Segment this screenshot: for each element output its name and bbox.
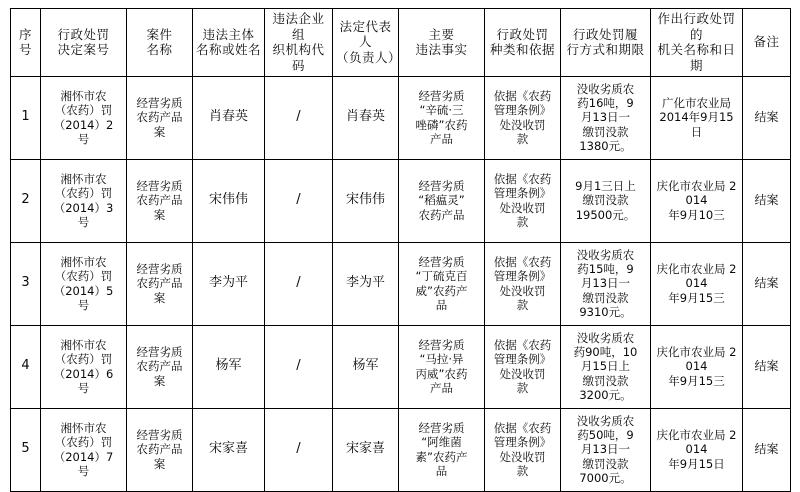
table-header bbox=[11, 9, 791, 77]
cell-line: / bbox=[296, 192, 301, 208]
cell-line: 管理条例》 bbox=[493, 103, 552, 118]
column-header-line: 种类和依据 bbox=[489, 42, 555, 58]
cell-legal_rep bbox=[333, 76, 399, 159]
cell-line: “丁硫克百 bbox=[415, 269, 468, 284]
cell-line: / bbox=[296, 275, 301, 291]
column-header-penalty_measure bbox=[561, 9, 651, 77]
cell-case_name bbox=[127, 76, 193, 159]
cell-org_code bbox=[265, 76, 333, 159]
cell-line: （农药）罚 bbox=[54, 435, 113, 450]
cell-main_fact bbox=[399, 242, 485, 325]
cell-organ bbox=[651, 325, 743, 408]
cell-line: 结案 bbox=[754, 276, 779, 290]
administrative-penalty-table bbox=[10, 8, 791, 492]
cell-line: 款 bbox=[516, 131, 529, 146]
cell-line: / bbox=[296, 358, 301, 374]
column-header-line: 违法主体 bbox=[202, 26, 255, 42]
cell-seq bbox=[11, 159, 41, 242]
cell-line: 宋伟伟 bbox=[208, 192, 248, 208]
cell-doc_no bbox=[41, 242, 127, 325]
cell-line: 药90吨，10 bbox=[573, 344, 638, 359]
cell-line: 农药产品 bbox=[136, 359, 183, 374]
cell-line: （农药）罚 bbox=[54, 269, 113, 284]
cell-line: 月13日一 bbox=[580, 442, 631, 457]
cell-doc_no bbox=[41, 408, 127, 491]
cell-line: 丙威”农药 bbox=[415, 366, 468, 381]
table-row bbox=[11, 325, 791, 408]
cell-case_name bbox=[127, 408, 193, 491]
cell-line: 经营劣质 bbox=[136, 427, 183, 442]
cell-case_name bbox=[127, 159, 193, 242]
cell-line: 9月1三日上 bbox=[575, 178, 636, 193]
cell-line: 宋家喜 bbox=[345, 441, 385, 457]
cell-line: 药15吨，9 bbox=[577, 261, 634, 276]
column-header-case_name bbox=[127, 9, 193, 77]
cell-line: （2014）6 bbox=[53, 366, 114, 381]
cell-org_code bbox=[265, 408, 333, 491]
column-header-doc_no bbox=[41, 9, 127, 77]
cell-line: 经营劣质 bbox=[136, 344, 183, 359]
column-header-line: 违法事实 bbox=[415, 42, 468, 58]
cell-line: 品 bbox=[435, 297, 448, 312]
cell-line: 庆化市农业局 2014 bbox=[656, 178, 737, 208]
cell-line: 庆化市农业局 2014 bbox=[656, 344, 737, 374]
cell-line: 没收劣质农 bbox=[576, 81, 635, 96]
cell-subject bbox=[193, 159, 265, 242]
cell-penalty_type bbox=[485, 76, 561, 159]
table-header-row bbox=[11, 9, 791, 77]
column-header-line: 备注 bbox=[753, 34, 780, 50]
cell-line: 威”农药产 bbox=[415, 283, 468, 298]
cell-line: 管理条例》 bbox=[493, 186, 552, 201]
cell-line: 7000元。 bbox=[579, 471, 632, 486]
cell-line: 3200元。 bbox=[579, 388, 632, 403]
cell-line: 缴罚没款 bbox=[582, 456, 629, 471]
cell-line: 唑磷”农药 bbox=[415, 117, 468, 132]
cell-line: 案 bbox=[153, 456, 166, 471]
cell-line: 经营劣质 bbox=[418, 88, 465, 103]
cell-line: / bbox=[296, 441, 301, 457]
cell-line: 农药产品 bbox=[136, 442, 183, 457]
cell-org_code bbox=[265, 242, 333, 325]
cell-legal_rep bbox=[333, 159, 399, 242]
cell-line: 缴罚没款 bbox=[582, 124, 629, 139]
cell-line: 3 bbox=[21, 275, 30, 291]
cell-org_code bbox=[265, 325, 333, 408]
cell-line: 2 bbox=[21, 192, 30, 208]
column-header-line: 案件 bbox=[146, 26, 173, 42]
cell-line: 产品 bbox=[430, 380, 453, 395]
cell-line: 经营劣质 bbox=[136, 178, 183, 193]
cell-line: 结案 bbox=[754, 442, 779, 456]
cell-line: 1380元。 bbox=[579, 139, 632, 154]
cell-line: 管理条例》 bbox=[493, 435, 552, 450]
cell-line: 处没收罚 bbox=[499, 283, 546, 298]
cell-line: 号 bbox=[77, 463, 90, 478]
cell-line: 缴罚没款 bbox=[582, 193, 629, 208]
cell-seq bbox=[11, 76, 41, 159]
cell-line: 处没收罚 bbox=[499, 200, 546, 215]
cell-line: 年9月15三 bbox=[668, 290, 725, 305]
cell-line: 没收劣质农 bbox=[576, 413, 635, 428]
cell-line: “马拉·异 bbox=[419, 352, 464, 367]
cell-penalty_measure bbox=[561, 325, 651, 408]
table-row bbox=[11, 76, 791, 159]
cell-line: 依据《农药 bbox=[493, 420, 552, 435]
cell-line: 款 bbox=[516, 463, 529, 478]
cell-penalty_measure bbox=[561, 408, 651, 491]
cell-organ bbox=[651, 76, 743, 159]
cell-line: 经营劣质 bbox=[136, 95, 183, 110]
cell-line: 药16吨，9 bbox=[577, 95, 634, 110]
cell-line: 肖春英 bbox=[208, 109, 248, 125]
column-header-main_fact bbox=[399, 9, 485, 77]
cell-line: 湘怀市农 bbox=[60, 171, 107, 186]
cell-legal_rep bbox=[333, 408, 399, 491]
cell-main_fact bbox=[399, 159, 485, 242]
cell-main_fact bbox=[399, 325, 485, 408]
cell-line: 4 bbox=[21, 358, 30, 374]
cell-line: / bbox=[296, 109, 301, 125]
cell-line: 案 bbox=[153, 290, 166, 305]
cell-remark bbox=[743, 76, 791, 159]
cell-line: 缴罚没款 bbox=[582, 290, 629, 305]
column-header-line: 行政处罚 bbox=[57, 26, 110, 42]
cell-penalty_type bbox=[485, 159, 561, 242]
cell-line: 经营劣质 bbox=[418, 254, 465, 269]
cell-line: 年9月15日 bbox=[668, 456, 725, 471]
cell-line: 号 bbox=[77, 214, 90, 229]
cell-line: 庆化市农业局 2014 bbox=[656, 261, 737, 291]
cell-line: 产品 bbox=[430, 131, 453, 146]
cell-line: 依据《农药 bbox=[493, 171, 552, 186]
cell-line: 广化市农业局 bbox=[662, 95, 731, 110]
table-row bbox=[11, 159, 791, 242]
cell-organ bbox=[651, 159, 743, 242]
cell-org_code bbox=[265, 159, 333, 242]
cell-line: 年9月15三 bbox=[668, 373, 725, 388]
cell-line: 结案 bbox=[754, 359, 779, 373]
cell-line: 宋伟伟 bbox=[345, 192, 385, 208]
cell-line: 月13日一 bbox=[580, 110, 631, 125]
column-header-legal_rep bbox=[333, 9, 402, 77]
cell-doc_no bbox=[41, 76, 127, 159]
cell-case_name bbox=[127, 242, 193, 325]
cell-line: （农药）罚 bbox=[54, 103, 113, 118]
cell-main_fact bbox=[399, 408, 485, 491]
column-header-line: （负责人） bbox=[336, 50, 402, 66]
cell-remark bbox=[743, 242, 791, 325]
cell-line: 号 bbox=[77, 297, 90, 312]
column-header-line: 序 bbox=[18, 26, 32, 42]
cell-line: 李为平 bbox=[345, 275, 385, 291]
cell-remark bbox=[743, 408, 791, 491]
cell-organ bbox=[651, 242, 743, 325]
column-header-line: 主要 bbox=[428, 26, 455, 42]
column-header-line: 作出行政处罚的 bbox=[657, 11, 736, 42]
cell-line: 结案 bbox=[754, 193, 779, 207]
cell-line: 杨军 bbox=[352, 358, 379, 374]
cell-line: （2014）3 bbox=[53, 200, 114, 215]
cell-line: 结案 bbox=[754, 110, 779, 124]
column-header-line: 机关名称和日期 bbox=[657, 42, 736, 73]
cell-subject bbox=[193, 242, 265, 325]
cell-line: 杨军 bbox=[215, 358, 242, 374]
cell-line: 湘怀市农 bbox=[60, 337, 107, 352]
cell-line: 经营劣质 bbox=[136, 261, 183, 276]
column-header-line: 织机构代码 bbox=[272, 42, 325, 73]
cell-line: 农药产品 bbox=[418, 207, 465, 222]
cell-penalty_type bbox=[485, 325, 561, 408]
cell-line: 年9月10三 bbox=[668, 207, 725, 222]
cell-line: 没收劣质农 bbox=[576, 330, 635, 345]
cell-line: 19500元。 bbox=[575, 207, 636, 222]
cell-line: “稻瘟灵” bbox=[418, 193, 465, 208]
cell-line: 依据《农药 bbox=[493, 337, 552, 352]
column-header-line: 法定代表人 bbox=[339, 18, 392, 50]
cell-case_name bbox=[127, 325, 193, 408]
cell-line: “辛硫·三 bbox=[419, 103, 464, 118]
cell-main_fact bbox=[399, 76, 485, 159]
cell-line: “阿维菌 bbox=[421, 435, 462, 450]
cell-line: 月15日上 bbox=[580, 359, 631, 374]
cell-penalty_measure bbox=[561, 76, 651, 159]
column-header-line: 行方式和期限 bbox=[566, 42, 645, 58]
cell-line: 案 bbox=[153, 124, 166, 139]
table-row bbox=[11, 408, 791, 491]
cell-line: 宋家喜 bbox=[208, 441, 248, 457]
cell-line: 处没收罚 bbox=[499, 117, 546, 132]
cell-line: 案 bbox=[153, 373, 166, 388]
cell-penalty_type bbox=[485, 408, 561, 491]
cell-remark bbox=[743, 325, 791, 408]
cell-line: 1 bbox=[21, 109, 30, 125]
cell-line: 药50吨，9 bbox=[577, 427, 634, 442]
cell-subject bbox=[193, 408, 265, 491]
cell-line: 款 bbox=[516, 297, 529, 312]
cell-subject bbox=[193, 325, 265, 408]
table-body bbox=[11, 76, 791, 491]
cell-seq bbox=[11, 325, 41, 408]
cell-penalty_measure bbox=[561, 242, 651, 325]
column-header-line: 行政处罚 bbox=[496, 26, 549, 42]
cell-doc_no bbox=[41, 159, 127, 242]
cell-line: （2014）7 bbox=[53, 449, 114, 464]
cell-line: （2014）5 bbox=[53, 283, 114, 298]
cell-line: 湘怀市农 bbox=[60, 254, 107, 269]
cell-penalty_type bbox=[485, 242, 561, 325]
cell-line: 庆化市农业局 2014 bbox=[656, 427, 737, 457]
column-header-penalty_type bbox=[485, 9, 561, 77]
cell-line: （2014）2 bbox=[53, 117, 114, 132]
cell-line: 经营劣质 bbox=[418, 337, 465, 352]
cell-penalty_measure bbox=[561, 159, 651, 242]
cell-line: 湘怀市农 bbox=[60, 420, 107, 435]
cell-line: 李为平 bbox=[208, 275, 248, 291]
table-row bbox=[11, 242, 791, 325]
column-header-subject bbox=[193, 9, 265, 77]
cell-line: 处没收罚 bbox=[499, 366, 546, 381]
cell-line: 号 bbox=[77, 380, 90, 395]
cell-line: 依据《农药 bbox=[493, 254, 552, 269]
cell-line: 品 bbox=[435, 463, 448, 478]
cell-line: 5 bbox=[21, 441, 30, 457]
cell-line: 处没收罚 bbox=[499, 449, 546, 464]
column-header-organ bbox=[651, 9, 743, 77]
cell-line: 经营劣质 bbox=[418, 420, 465, 435]
cell-line: 农药产品 bbox=[136, 276, 183, 291]
column-header-remark bbox=[743, 9, 791, 77]
cell-organ bbox=[651, 408, 743, 491]
column-header-line: 名称或姓名 bbox=[196, 42, 262, 58]
cell-line: 依据《农药 bbox=[493, 88, 552, 103]
cell-seq bbox=[11, 408, 41, 491]
cell-line: 管理条例》 bbox=[493, 269, 552, 284]
column-header-line: 决定案号 bbox=[57, 42, 110, 58]
cell-line: 号 bbox=[77, 131, 90, 146]
cell-line: 月13日一 bbox=[580, 276, 631, 291]
cell-subject bbox=[193, 76, 265, 159]
cell-line: 款 bbox=[516, 380, 529, 395]
cell-line: 农药产品 bbox=[136, 110, 183, 125]
cell-line: 肖春英 bbox=[345, 109, 385, 125]
cell-line: （农药）罚 bbox=[54, 352, 113, 367]
column-header-line: 行政处罚履 bbox=[572, 26, 638, 42]
column-header-org_code bbox=[265, 9, 333, 77]
cell-line: 款 bbox=[516, 214, 529, 229]
cell-legal_rep bbox=[333, 242, 399, 325]
column-header-line: 号 bbox=[18, 42, 32, 58]
cell-line: 9310元。 bbox=[579, 305, 632, 320]
cell-legal_rep bbox=[333, 325, 399, 408]
cell-line: 没收劣质农 bbox=[576, 247, 635, 262]
cell-line: 案 bbox=[153, 207, 166, 222]
column-header-seq bbox=[11, 9, 41, 77]
cell-remark bbox=[743, 159, 791, 242]
column-header-line: 违法企业组 bbox=[272, 11, 325, 42]
cell-line: 湘怀市农 bbox=[60, 88, 107, 103]
cell-line: 2014年9月15日 bbox=[659, 110, 734, 139]
cell-seq bbox=[11, 242, 41, 325]
cell-line: 农药产品 bbox=[136, 193, 183, 208]
cell-line: （农药）罚 bbox=[54, 186, 113, 201]
column-header-line: 名称 bbox=[146, 42, 173, 58]
cell-line: 管理条例》 bbox=[493, 352, 552, 367]
cell-line: 缴罚没款 bbox=[582, 373, 629, 388]
cell-doc_no bbox=[41, 325, 127, 408]
cell-line: 素”农药产 bbox=[415, 449, 468, 464]
cell-line: 经营劣质 bbox=[418, 178, 465, 193]
